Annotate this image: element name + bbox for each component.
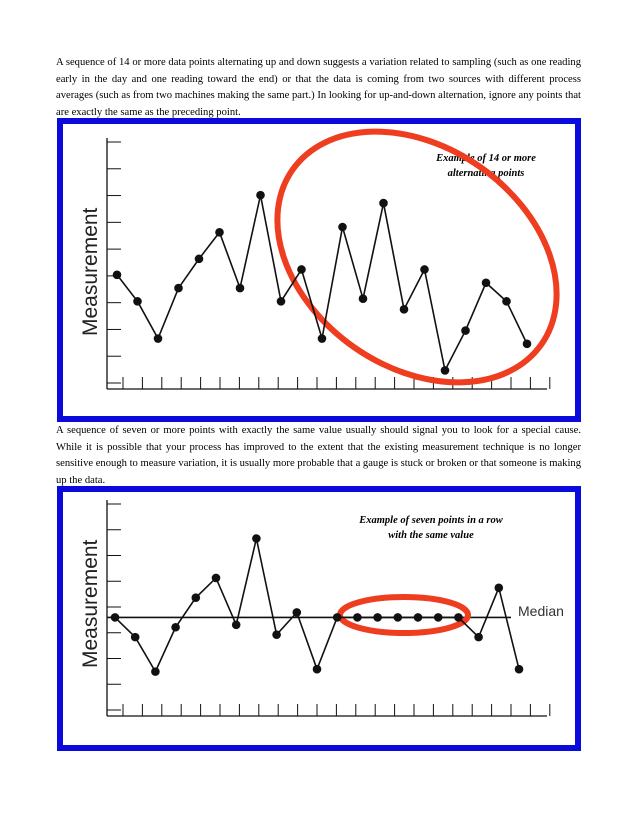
y-axis-label: Measurement xyxy=(79,539,102,668)
annotation-line-2: with the same value xyxy=(388,530,474,541)
same-value-figure xyxy=(57,486,581,751)
data-point xyxy=(212,574,221,583)
data-point xyxy=(113,270,122,279)
intro-paragraph-alternating: A sequence of 14 or more data points alternating up and down suggests a variation related to sampling (such as one reading early in the day and one reading toward the end) or that the data is coming from two sources with different process averages (such as from two machines making the same part.) In looking for up-and-down alternation, ignore any points that are exactly the same as the preceding point. xyxy=(56,57,581,118)
data-point xyxy=(252,534,261,543)
data-point xyxy=(461,326,470,335)
data-point xyxy=(379,199,388,208)
data-point xyxy=(373,613,382,622)
intro-paragraph-same-value: A sequence of seven or more points with exactly the same value usually should signal you to look for a special cause. While it is possible that your process has improved to the extent that the existing measurement technique is no longer sensitive enough to measure variation, it is usually more probable that a gauge is stuck or broken or that someone is making up the data. xyxy=(56,425,581,486)
data-point xyxy=(232,620,241,629)
data-point xyxy=(236,284,245,293)
annotation-line-1: Example of seven points in a row xyxy=(359,515,503,526)
data-point xyxy=(318,334,327,343)
alternating-points-chart xyxy=(63,124,575,416)
data-point xyxy=(174,284,183,293)
data-point xyxy=(441,366,450,375)
data-point xyxy=(359,294,368,303)
data-point xyxy=(293,608,302,617)
median-label: Median xyxy=(518,603,564,619)
data-point xyxy=(434,613,443,622)
data-point xyxy=(171,623,180,632)
data-point xyxy=(215,228,224,237)
data-point xyxy=(400,305,409,314)
data-point xyxy=(502,297,511,306)
data-point xyxy=(338,223,347,232)
data-point xyxy=(272,630,281,639)
same-value-chart xyxy=(63,492,575,745)
annotation-line-1: Example of 14 or more xyxy=(436,153,536,164)
data-point xyxy=(151,667,160,676)
data-point xyxy=(277,297,286,306)
data-point xyxy=(131,633,140,642)
data-point xyxy=(474,633,483,642)
data-point xyxy=(313,665,322,674)
data-point xyxy=(111,613,120,622)
data-point xyxy=(523,340,532,349)
data-point xyxy=(414,613,423,622)
data-point xyxy=(495,584,504,593)
alternating-points-figure xyxy=(57,118,581,422)
data-point xyxy=(195,255,204,264)
data-point xyxy=(256,191,265,200)
data-point xyxy=(133,297,142,306)
data-point xyxy=(297,265,306,274)
data-point xyxy=(394,613,403,622)
data-point xyxy=(454,613,463,622)
data-point xyxy=(192,593,201,602)
data-point xyxy=(353,613,362,622)
data-point xyxy=(420,265,429,274)
series-line xyxy=(117,195,527,370)
data-point xyxy=(333,613,342,622)
data-point xyxy=(482,278,491,287)
annotation-line-2: alternating points xyxy=(447,168,525,179)
y-axis-label: Measurement xyxy=(79,207,102,336)
data-point xyxy=(515,665,524,674)
data-point xyxy=(154,334,163,343)
